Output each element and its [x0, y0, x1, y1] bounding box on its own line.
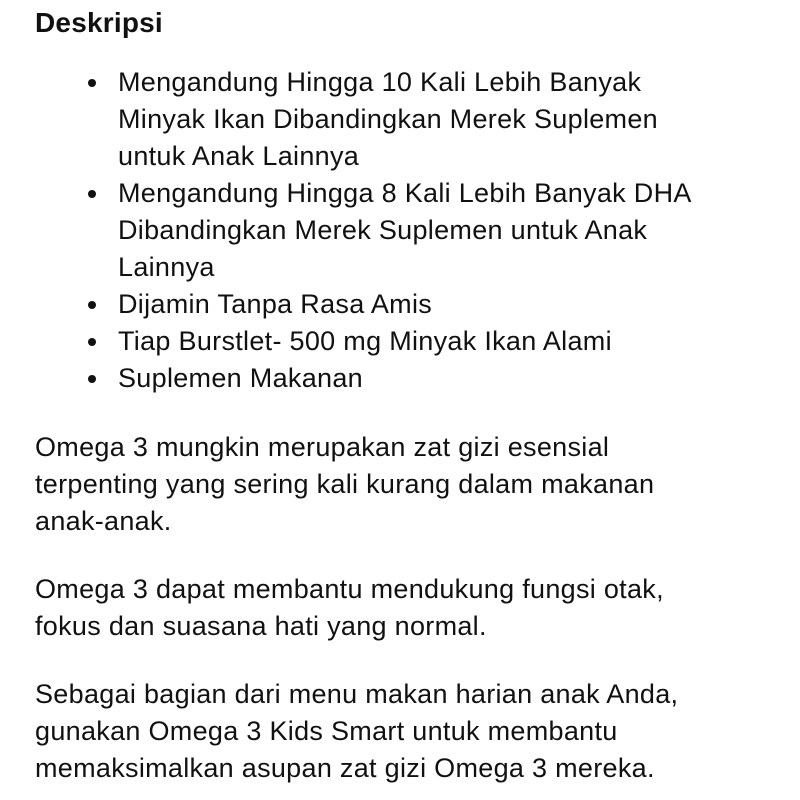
bullet-icon — [88, 190, 96, 198]
paragraph: Sebagai bagian dari menu makan harian anak Anda, gunakan Omega 3 Kids Smart untuk membantu memaksimalkan asupan zat gizi Omega 3 mereka. — [35, 679, 679, 783]
bullet-icon — [88, 301, 96, 309]
bullet-icon — [88, 375, 96, 383]
list-item-text: Suplemen Makanan — [118, 363, 363, 393]
feature-list — [35, 64, 698, 397]
list-item — [35, 360, 698, 397]
list-item-text: Mengandung Hingga 10 Kali Lebih Banyak Minyak Ikan Dibandingkan Merek Suplemen untuk Anak Lainnya — [118, 67, 658, 171]
list-item-text: Tiap Burstlet- 500 mg Minyak Ikan Alami — [118, 326, 612, 356]
list-item-text: Mengandung Hingga 8 Kali Lebih Banyak DHA Dibandingkan Merek Suplemen untuk Anak Lainnya — [118, 178, 691, 282]
paragraph: Omega 3 mungkin merupakan zat gizi esensial terpenting yang sering kali kurang dalam makanan anak-anak. — [35, 432, 655, 536]
paragraph: Omega 3 dapat membantu mendukung fungsi otak, fokus dan suasana hati yang normal. — [35, 574, 664, 641]
list-item — [35, 323, 698, 360]
bullet-icon — [88, 338, 96, 346]
list-item-text: Dijamin Tanpa Rasa Amis — [118, 289, 433, 319]
list-item — [35, 64, 698, 175]
bullet-icon — [88, 79, 96, 87]
list-item — [35, 286, 698, 323]
section-title: Deskripsi — [35, 7, 163, 38]
list-item — [35, 175, 698, 286]
